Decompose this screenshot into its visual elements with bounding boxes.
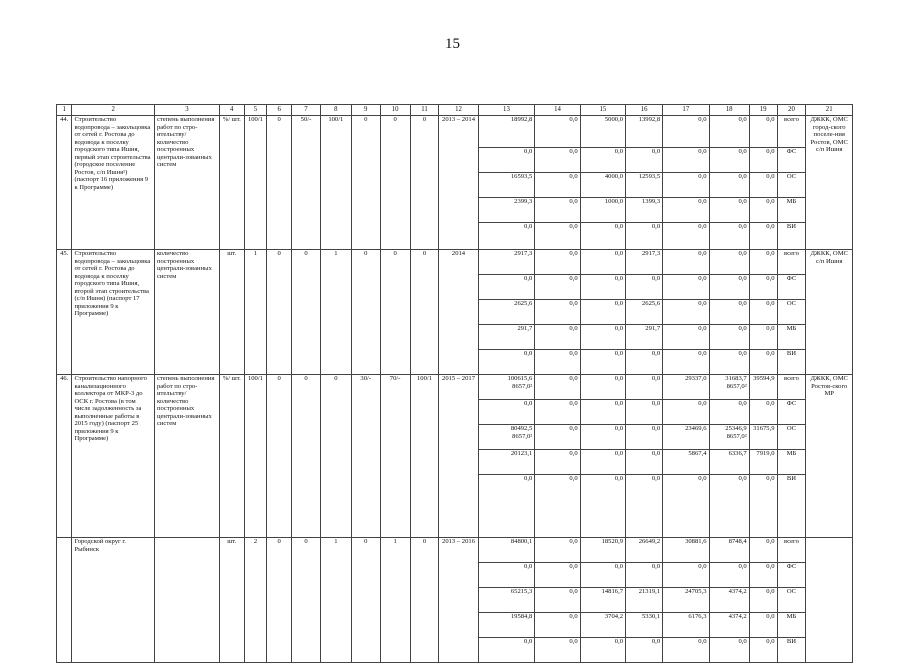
finance-value: 6336,7 bbox=[709, 450, 749, 475]
finance-value: 0,0 bbox=[580, 148, 625, 173]
indicator-value: 0 bbox=[267, 375, 292, 538]
finance-value: 0,0 bbox=[535, 425, 580, 450]
unit: %/ шт. bbox=[219, 375, 244, 538]
finance-value: 0,0 bbox=[580, 638, 625, 663]
indicator-value: 50/- bbox=[292, 116, 321, 250]
funding-source: ОС bbox=[777, 173, 806, 198]
indicator-value: 0 bbox=[267, 538, 292, 663]
finance-value: 0,0 bbox=[535, 325, 580, 350]
finance-value: 0,0 bbox=[580, 425, 625, 450]
finance-value: 0,0 bbox=[663, 173, 709, 198]
indicator-value: 0 bbox=[410, 116, 439, 250]
finance-value: 0,0 bbox=[535, 173, 580, 198]
unit: шт. bbox=[219, 250, 244, 375]
finance-total: 2399,3 bbox=[478, 198, 535, 223]
finance-value: 0,0 bbox=[709, 275, 749, 300]
executor: ДЖКК, ОМС город-ского поселе-ния Ростов, ОМС с/п Ишня bbox=[806, 116, 853, 250]
finance-value: 0,0 bbox=[663, 148, 709, 173]
finance-value: 0,0 bbox=[580, 400, 625, 425]
funding-source: ОС bbox=[777, 588, 806, 613]
indicator-value: 100/1 bbox=[320, 116, 351, 250]
finance-value: 0,0 bbox=[626, 563, 663, 588]
finance-value: 0,0 bbox=[749, 588, 777, 613]
finance-total: 0,0 bbox=[478, 563, 535, 588]
measure-name: Строительство напорного канализационного коллектора от МКР-3 до ОСК г. Ростова (в том числе задолженность за выполненные работы в 2015 году) (паспорт 25 приложения 9 к Программе) bbox=[72, 375, 154, 538]
finance-value: 0,0 bbox=[709, 325, 749, 350]
column-header: 12 bbox=[439, 105, 478, 116]
finance-value: 2625,6 bbox=[626, 300, 663, 325]
row-number: 44. bbox=[57, 116, 72, 250]
finance-value: 0,0 bbox=[626, 475, 663, 538]
finance-total: 0,0 bbox=[478, 148, 535, 173]
finance-value: 0,0 bbox=[626, 148, 663, 173]
finance-value: 25346,9 8657,0² bbox=[709, 425, 749, 450]
finance-value: 0,0 bbox=[663, 198, 709, 223]
finance-value: 0,0 bbox=[709, 116, 749, 148]
finance-total: 2625,6 bbox=[478, 300, 535, 325]
finance-value: 0,0 bbox=[535, 223, 580, 250]
finance-value: 0,0 bbox=[663, 350, 709, 375]
finance-value: 12593,5 bbox=[626, 173, 663, 198]
finance-total: 100615,6 8657,0² bbox=[478, 375, 535, 400]
finance-value: 0,0 bbox=[709, 198, 749, 223]
page-number: 15 bbox=[445, 36, 460, 52]
finance-value: 0,0 bbox=[749, 400, 777, 425]
finance-value: 0,0 bbox=[535, 638, 580, 663]
finance-value: 1000,0 bbox=[580, 198, 625, 223]
finance-value: 31675,9 bbox=[749, 425, 777, 450]
finance-value: 24705,3 bbox=[663, 588, 709, 613]
indicator-value: 0 bbox=[380, 116, 410, 250]
column-header: 16 bbox=[626, 105, 663, 116]
funding-source: ВИ bbox=[777, 638, 806, 663]
finance-value: 0,0 bbox=[580, 350, 625, 375]
finance-value: 0,0 bbox=[663, 638, 709, 663]
finance-value: 0,0 bbox=[749, 173, 777, 198]
finance-value: 0,0 bbox=[749, 148, 777, 173]
finance-value: 0,0 bbox=[535, 538, 580, 563]
finance-value: 0,0 bbox=[663, 325, 709, 350]
finance-value: 0,0 bbox=[535, 613, 580, 638]
finance-value: 0,0 bbox=[709, 250, 749, 275]
indicator-value: 100/1 bbox=[244, 116, 267, 250]
finance-value: 0,0 bbox=[663, 250, 709, 275]
funding-source: ФС bbox=[777, 148, 806, 173]
funding-source: ОС bbox=[777, 425, 806, 450]
finance-value: 0,0 bbox=[749, 223, 777, 250]
finance-value: 0,0 bbox=[663, 563, 709, 588]
indicator-value: 0 bbox=[410, 250, 439, 375]
column-header: 21 bbox=[806, 105, 853, 116]
finance-total: 65215,3 bbox=[478, 588, 535, 613]
funding-source: всего bbox=[777, 538, 806, 563]
finance-value: 0,0 bbox=[535, 350, 580, 375]
finance-value: 0,0 bbox=[663, 400, 709, 425]
column-header: 17 bbox=[663, 105, 709, 116]
period: 2015 – 2017 bbox=[439, 375, 478, 538]
finance-total: 0,0 bbox=[478, 223, 535, 250]
indicator-name: степень выполнения работ по стро-ительству/ количество построенных централи-зованных систем bbox=[154, 375, 219, 538]
funding-source: ФС bbox=[777, 563, 806, 588]
finance-value: 23469,6 bbox=[663, 425, 709, 450]
finance-value: 4000,0 bbox=[580, 173, 625, 198]
period: 2014 bbox=[439, 250, 478, 375]
finance-value: 0,0 bbox=[749, 300, 777, 325]
column-header: 11 bbox=[410, 105, 439, 116]
finance-value: 0,0 bbox=[580, 450, 625, 475]
finance-value: 0,0 bbox=[580, 223, 625, 250]
period: 2013 – 2014 bbox=[439, 116, 478, 250]
finance-value: 0,0 bbox=[709, 148, 749, 173]
measure-name: Городской округ г. Рыбинск bbox=[72, 538, 154, 663]
unit: %/ шт. bbox=[219, 116, 244, 250]
finance-value: 0,0 bbox=[535, 375, 580, 400]
column-header: 13 bbox=[478, 105, 535, 116]
indicator-value: 1 bbox=[380, 538, 410, 663]
column-header: 8 bbox=[320, 105, 351, 116]
finance-value: 0,0 bbox=[749, 613, 777, 638]
finance-total: 291,7 bbox=[478, 325, 535, 350]
executor bbox=[806, 538, 853, 663]
column-header: 4 bbox=[219, 105, 244, 116]
finance-value: 0,0 bbox=[580, 275, 625, 300]
indicator-value: 100/1 bbox=[410, 375, 439, 538]
finance-value: 0,0 bbox=[663, 275, 709, 300]
finance-value: 14816,7 bbox=[580, 588, 625, 613]
finance-total: 84800,1 bbox=[478, 538, 535, 563]
finance-value: 0,0 bbox=[709, 638, 749, 663]
finance-value: 0,0 bbox=[535, 116, 580, 148]
finance-value: 0,0 bbox=[749, 638, 777, 663]
finance-value: 0,0 bbox=[709, 563, 749, 588]
column-header: 9 bbox=[351, 105, 380, 116]
finance-value: 0,0 bbox=[626, 450, 663, 475]
finance-value: 0,0 bbox=[709, 223, 749, 250]
finance-value: 5867,4 bbox=[663, 450, 709, 475]
funding-source: ФС bbox=[777, 400, 806, 425]
funding-source: МБ bbox=[777, 613, 806, 638]
finance-value: 29337,0 bbox=[663, 375, 709, 400]
indicator-value: 1 bbox=[320, 538, 351, 663]
header-row bbox=[57, 105, 853, 116]
column-header: 1 bbox=[57, 105, 72, 116]
indicator-value: 0 bbox=[351, 116, 380, 250]
finance-value: 18520,9 bbox=[580, 538, 625, 563]
column-header: 14 bbox=[535, 105, 580, 116]
indicator-value: 0 bbox=[380, 250, 410, 375]
table-row bbox=[57, 116, 853, 148]
finance-value: 21319,1 bbox=[626, 588, 663, 613]
indicator-value: 2 bbox=[244, 538, 267, 663]
funding-source: МБ bbox=[777, 325, 806, 350]
finance-value: 0,0 bbox=[709, 475, 749, 538]
finance-value: 6176,3 bbox=[663, 613, 709, 638]
finance-value: 0,0 bbox=[749, 563, 777, 588]
indicator-value: 100/1 bbox=[244, 375, 267, 538]
finance-value: 0,0 bbox=[580, 250, 625, 275]
indicator-value: 0 bbox=[320, 375, 351, 538]
funding-source: ВИ bbox=[777, 223, 806, 250]
executor: ДЖКК, ОМС Ростов-ского МР bbox=[806, 375, 853, 538]
column-header: 18 bbox=[709, 105, 749, 116]
finance-value: 0,0 bbox=[749, 198, 777, 223]
finance-total: 18992,8 bbox=[478, 116, 535, 148]
finance-value: 4374,2 bbox=[709, 588, 749, 613]
finance-value: 0,0 bbox=[749, 116, 777, 148]
column-header: 2 bbox=[72, 105, 154, 116]
table-row bbox=[57, 538, 853, 563]
finance-value: 30881,6 bbox=[663, 538, 709, 563]
unit: шт. bbox=[219, 538, 244, 663]
funding-source: всего bbox=[777, 116, 806, 148]
finance-value: 0,0 bbox=[626, 350, 663, 375]
finance-value: 0,0 bbox=[535, 450, 580, 475]
row-number bbox=[57, 538, 72, 663]
indicator-value: 1 bbox=[320, 250, 351, 375]
indicator-name: количество построенных централи-зованных систем bbox=[154, 250, 219, 375]
column-header: 7 bbox=[292, 105, 321, 116]
column-header: 6 bbox=[267, 105, 292, 116]
finance-value: 5330,1 bbox=[626, 613, 663, 638]
row-number: 45. bbox=[57, 250, 72, 375]
finance-value: 0,0 bbox=[535, 275, 580, 300]
indicator-value: 0 bbox=[351, 250, 380, 375]
finance-value: 39594,9 bbox=[749, 375, 777, 400]
finance-value: 0,0 bbox=[580, 375, 625, 400]
finance-value: 0,0 bbox=[749, 350, 777, 375]
finance-value: 0,0 bbox=[580, 475, 625, 538]
finance-value: 0,0 bbox=[663, 116, 709, 148]
measure-name: Строительство водопровода – закольцовка от сетей г. Ростова до водовода к поселку городского типа Ишня, второй этап строительства (с/п Ишня) (паспорт 17 приложения 9 к Программе) bbox=[72, 250, 154, 375]
indicator-value: 30/- bbox=[351, 375, 380, 538]
indicator-value: 0 bbox=[351, 538, 380, 663]
finance-value: 0,0 bbox=[749, 275, 777, 300]
funding-source: всего bbox=[777, 250, 806, 275]
indicator-name: степень выполнения работ по стро-ительству/ количество построенных централи-зованных систем bbox=[154, 116, 219, 250]
funding-source: ОС bbox=[777, 300, 806, 325]
finance-value: 0,0 bbox=[535, 563, 580, 588]
column-header: 5 bbox=[244, 105, 267, 116]
finance-value: 0,0 bbox=[749, 325, 777, 350]
column-header: 3 bbox=[154, 105, 219, 116]
finance-value: 0,0 bbox=[749, 250, 777, 275]
measure-name: Строительство водопровода – закольцовка от сетей г. Ростова до водовода к поселку городского типа Ишня, первый этап строительства (городское поселение Ростов, с/п Ишня¹) (паспорт 16 приложения 9 к Программе) bbox=[72, 116, 154, 250]
indicator-value: 1 bbox=[244, 250, 267, 375]
finance-total: 2917,3 bbox=[478, 250, 535, 275]
column-header: 15 bbox=[580, 105, 625, 116]
table-row bbox=[57, 250, 853, 275]
finance-value: 0,0 bbox=[626, 375, 663, 400]
indicator-value: 0 bbox=[410, 538, 439, 663]
funding-source: ВИ bbox=[777, 475, 806, 538]
finance-value: 0,0 bbox=[580, 563, 625, 588]
finance-value: 0,0 bbox=[663, 300, 709, 325]
indicator-value: 0 bbox=[292, 375, 321, 538]
funding-source: всего bbox=[777, 375, 806, 400]
finance-value: 0,0 bbox=[749, 538, 777, 563]
finance-value: 0,0 bbox=[535, 400, 580, 425]
finance-value: 0,0 bbox=[709, 350, 749, 375]
finance-value: 0,0 bbox=[580, 325, 625, 350]
column-header: 20 bbox=[777, 105, 806, 116]
finance-value: 0,0 bbox=[709, 400, 749, 425]
column-header: 10 bbox=[380, 105, 410, 116]
finance-value: 0,0 bbox=[626, 275, 663, 300]
period: 2013 – 2016 bbox=[439, 538, 478, 663]
finance-value: 0,0 bbox=[535, 250, 580, 275]
finance-value: 13992,8 bbox=[626, 116, 663, 148]
finance-total: 80492,5 8657,0² bbox=[478, 425, 535, 450]
indicator-value: 0 bbox=[292, 538, 321, 663]
funding-source: МБ bbox=[777, 198, 806, 223]
finance-value: 291,7 bbox=[626, 325, 663, 350]
indicator-value: 0 bbox=[267, 250, 292, 375]
finance-value: 5000,0 bbox=[580, 116, 625, 148]
indicator-name bbox=[154, 538, 219, 663]
finance-value: 0,0 bbox=[709, 300, 749, 325]
finance-value: 4374,2 bbox=[709, 613, 749, 638]
table-row bbox=[57, 375, 853, 400]
finance-value: 0,0 bbox=[663, 223, 709, 250]
finance-value: 0,0 bbox=[626, 425, 663, 450]
finance-value: 7919,0 bbox=[749, 450, 777, 475]
finance-value: 0,0 bbox=[626, 638, 663, 663]
finance-value: 0,0 bbox=[626, 223, 663, 250]
program-table bbox=[56, 104, 853, 663]
executor: ДЖКК, ОМС с/п Ишня bbox=[806, 250, 853, 375]
row-number: 46. bbox=[57, 375, 72, 538]
finance-total: 0,0 bbox=[478, 638, 535, 663]
finance-value: 2917,3 bbox=[626, 250, 663, 275]
finance-total: 0,0 bbox=[478, 400, 535, 425]
finance-total: 20123,1 bbox=[478, 450, 535, 475]
finance-value: 0,0 bbox=[535, 148, 580, 173]
finance-value: 0,0 bbox=[535, 198, 580, 223]
funding-source: ВИ bbox=[777, 350, 806, 375]
finance-total: 16593,5 bbox=[478, 173, 535, 198]
finance-value: 0,0 bbox=[535, 300, 580, 325]
finance-value: 0,0 bbox=[663, 475, 709, 538]
indicator-value: 0 bbox=[267, 116, 292, 250]
indicator-value: 0 bbox=[292, 250, 321, 375]
column-header: 19 bbox=[749, 105, 777, 116]
finance-value: 3704,2 bbox=[580, 613, 625, 638]
finance-value: 0,0 bbox=[535, 588, 580, 613]
finance-value: 0,0 bbox=[626, 400, 663, 425]
funding-source: МБ bbox=[777, 450, 806, 475]
finance-total: 0,0 bbox=[478, 275, 535, 300]
finance-value: 0,0 bbox=[535, 475, 580, 538]
finance-value: 31683,7 8657,0² bbox=[709, 375, 749, 400]
finance-value: 0,0 bbox=[709, 173, 749, 198]
funding-source: ФС bbox=[777, 275, 806, 300]
finance-total: 0,0 bbox=[478, 475, 535, 538]
finance-value: 8748,4 bbox=[709, 538, 749, 563]
finance-value: 26649,2 bbox=[626, 538, 663, 563]
finance-value: 1399,3 bbox=[626, 198, 663, 223]
finance-value: 0,0 bbox=[580, 300, 625, 325]
finance-total: 0,0 bbox=[478, 350, 535, 375]
finance-value: 0,0 bbox=[749, 475, 777, 538]
finance-total: 19584,8 bbox=[478, 613, 535, 638]
indicator-value: 70/- bbox=[380, 375, 410, 538]
